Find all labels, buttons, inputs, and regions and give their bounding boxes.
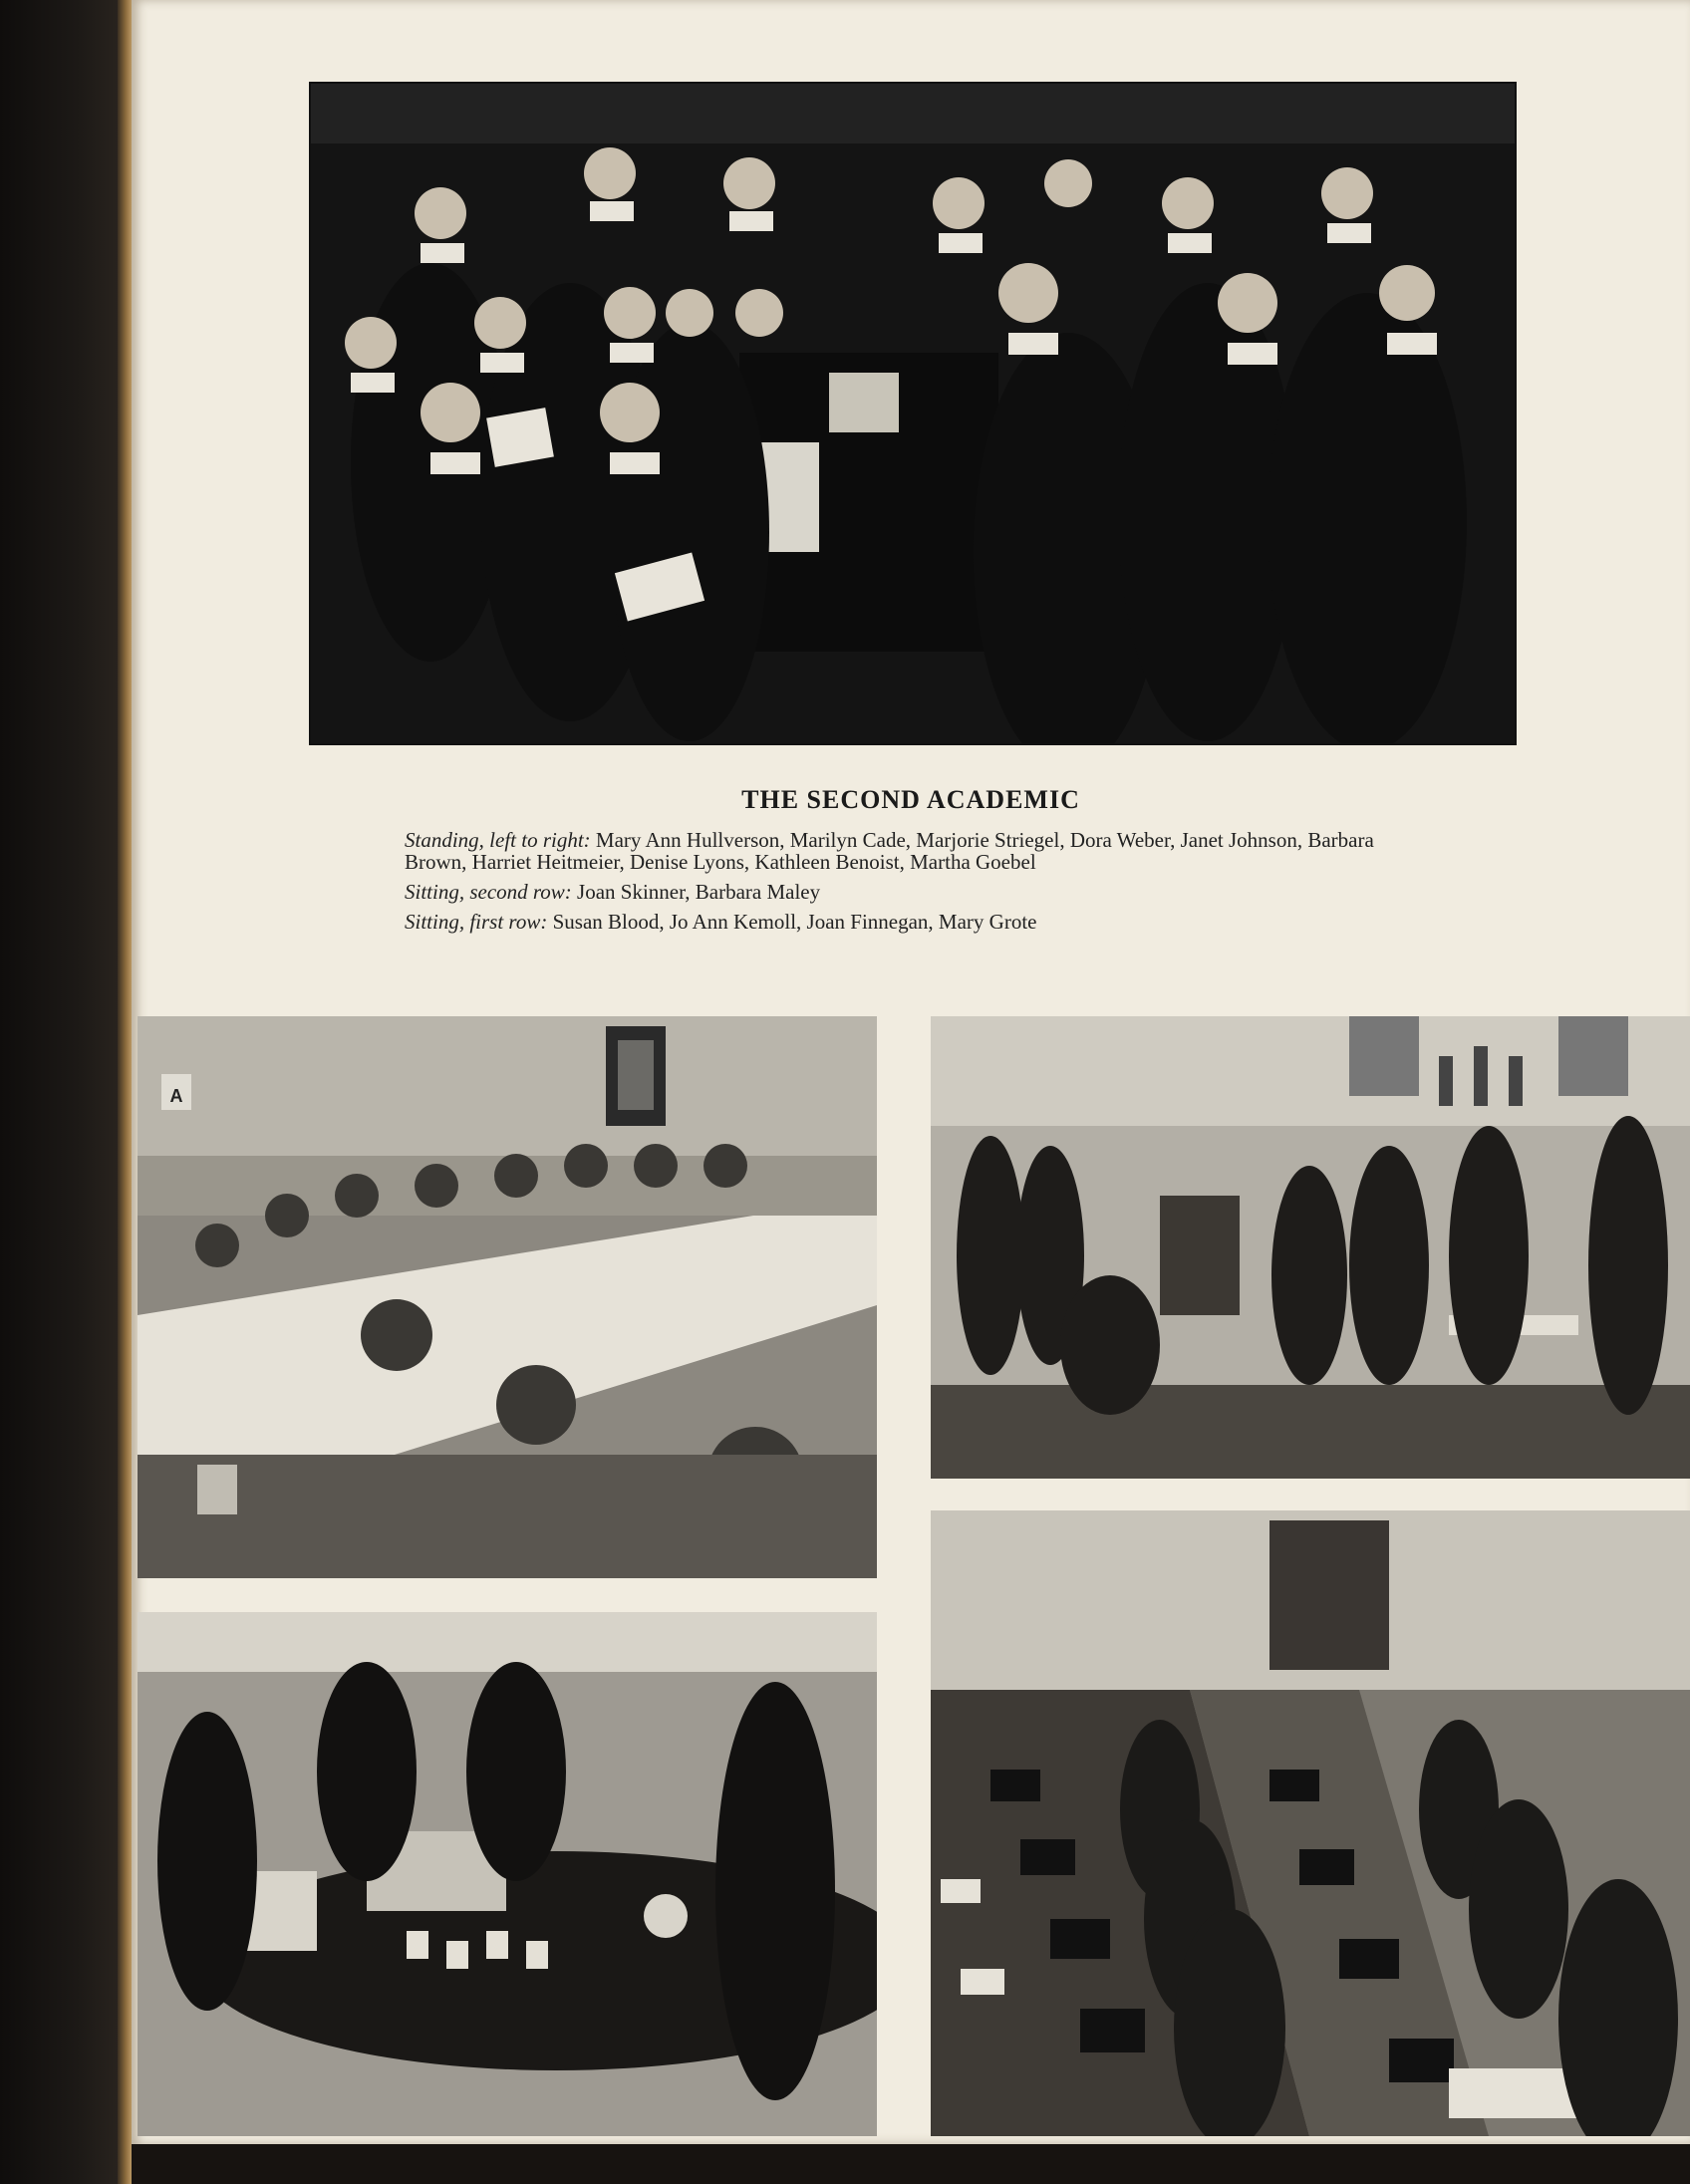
caption-standing xyxy=(405,829,1411,873)
caption-first-row xyxy=(405,911,1411,933)
room-activity-photo xyxy=(931,1016,1690,1479)
wall-sign-letter: A xyxy=(169,1086,183,1106)
standing-label: Standing, left to right: xyxy=(405,828,591,852)
second-row-label: Sitting, second row: xyxy=(405,880,572,904)
first-row-names: Susan Blood, Jo Ann Kemoll, Joan Finnegan, Mary Grote xyxy=(552,910,1037,934)
tea-table-photo-image xyxy=(138,1016,877,1578)
caption-body xyxy=(405,829,1411,941)
packaging-photo xyxy=(138,1612,877,2136)
room-activity-photo-image xyxy=(931,1016,1690,1479)
caption-title: THE SECOND ACADEMIC xyxy=(741,785,1080,814)
first-row-label: Sitting, first row: xyxy=(405,910,548,934)
group-photo-piano-image xyxy=(311,84,1515,743)
typing-class-photo xyxy=(931,1510,1690,2136)
group-photo-piano xyxy=(309,82,1517,745)
tea-table-photo xyxy=(138,1016,877,1578)
caption-second-row xyxy=(405,881,1411,903)
typing-class-photo-image xyxy=(931,1510,1690,2136)
second-row-names: Joan Skinner, Barbara Maley xyxy=(577,880,821,904)
page-bottom-shadow xyxy=(132,2144,1690,2184)
packaging-photo-image xyxy=(138,1612,877,2136)
book-binding xyxy=(0,0,128,2184)
standing-names: Mary Ann Hullverson, Marilyn Cade, Marjorie Striegel, Dora Weber, Janet Johnson, Barbara Brown, Harriet Heitmeier, Denise Lyons, Kathleen Benoist, Martha Goebel xyxy=(405,828,1374,874)
